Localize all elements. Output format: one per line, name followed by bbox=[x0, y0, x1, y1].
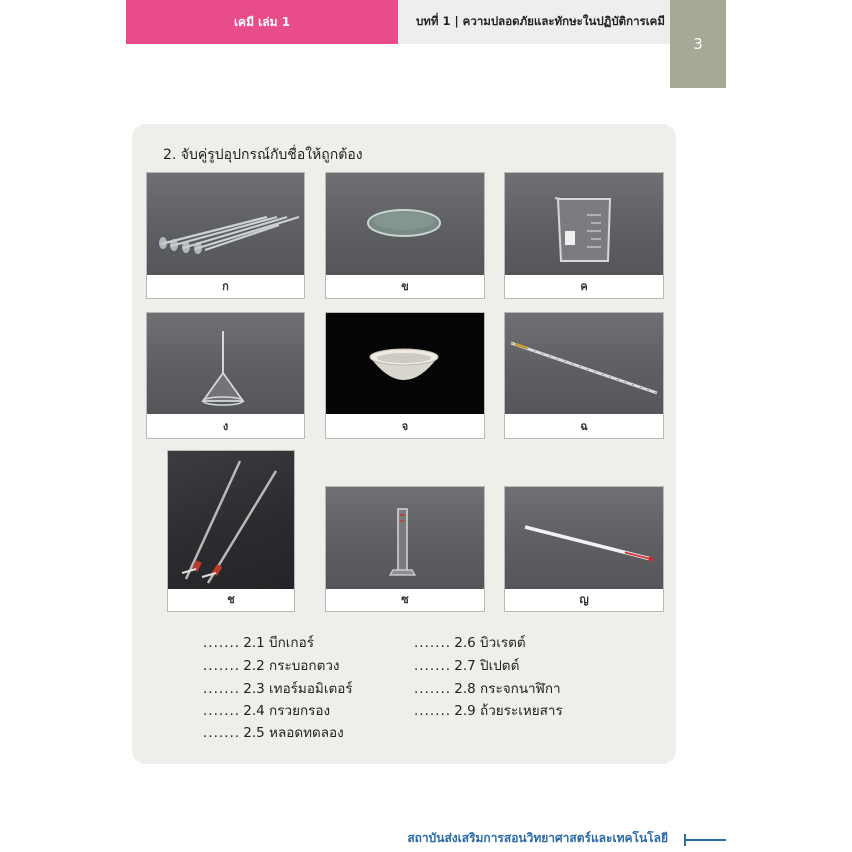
answer-item bbox=[203, 654, 340, 676]
image-card-funnel bbox=[146, 312, 305, 439]
beaker-illustration bbox=[505, 173, 663, 275]
thermometer-illustration bbox=[505, 487, 663, 589]
answer-text: 2.3 เทอร์มอมิเตอร์ bbox=[243, 681, 353, 697]
chapter-title: บทที่ 1 | ความปลอดภัยและทักษะในปฏิบัติการเคมี bbox=[416, 14, 665, 28]
answer-blank[interactable]: ....... bbox=[203, 681, 241, 697]
evaporating-dish-photo bbox=[326, 313, 484, 414]
pipette-illustration bbox=[505, 313, 663, 414]
answer-item bbox=[203, 721, 344, 743]
answer-blank[interactable]: ....... bbox=[203, 703, 241, 719]
image-label: ง bbox=[222, 420, 229, 433]
image-card-burettes bbox=[167, 450, 295, 612]
image-label: ช bbox=[227, 593, 235, 606]
image-label: ข bbox=[401, 280, 409, 293]
graduated-cylinder-photo bbox=[326, 487, 484, 589]
image-label: ญ bbox=[579, 593, 589, 606]
watch-glass-illustration bbox=[326, 173, 484, 275]
burettes-photo bbox=[168, 451, 294, 589]
page-number: 3 bbox=[693, 35, 703, 53]
thermometer-photo bbox=[505, 487, 663, 589]
book-title-tab bbox=[126, 0, 398, 44]
answer-item bbox=[414, 631, 526, 653]
chapter-title-tab bbox=[398, 0, 670, 44]
book-title: เคมี เล่ม 1 bbox=[233, 14, 291, 29]
answer-text: 2.1 บีกเกอร์ bbox=[243, 635, 314, 651]
answer-item bbox=[414, 654, 519, 676]
beaker-photo bbox=[505, 173, 663, 275]
burettes-illustration bbox=[168, 451, 294, 589]
answer-blank[interactable]: ....... bbox=[203, 658, 241, 674]
image-card-evaporating-dish bbox=[325, 312, 485, 439]
answer-text: 2.5 หลอดทดลอง bbox=[243, 725, 344, 741]
pipette-photo bbox=[505, 313, 663, 414]
image-label: ก bbox=[222, 280, 229, 293]
image-card-pipette bbox=[504, 312, 664, 439]
image-card-watch-glass bbox=[325, 172, 485, 299]
answer-blank[interactable]: ....... bbox=[414, 635, 452, 651]
answer-text: 2.7 ปิเปตต์ bbox=[454, 658, 520, 674]
page-number-tab bbox=[670, 0, 726, 88]
funnel-illustration bbox=[147, 313, 304, 414]
answer-text: 2.9 ถ้วยระเหยสาร bbox=[454, 703, 563, 719]
answer-text: 2.2 กระบอกตวง bbox=[243, 658, 340, 674]
answer-blank[interactable]: ....... bbox=[203, 635, 241, 651]
answer-text: 2.8 กระจกนาฬิกา bbox=[454, 681, 561, 697]
answer-item bbox=[203, 631, 314, 653]
answer-text: 2.4 กรวยกรอง bbox=[243, 703, 331, 719]
answer-blank[interactable]: ....... bbox=[203, 725, 241, 741]
funnel-photo bbox=[147, 313, 304, 414]
answer-blank[interactable]: ....... bbox=[414, 658, 452, 674]
answer-item bbox=[203, 699, 330, 721]
image-label: ค bbox=[580, 280, 588, 293]
footer-rule bbox=[684, 839, 726, 841]
image-label: ซ bbox=[401, 593, 409, 606]
evaporating-dish-illustration bbox=[326, 313, 484, 414]
answer-blank[interactable]: ....... bbox=[414, 681, 452, 697]
answer-text: 2.6 บิวเรตต์ bbox=[454, 635, 526, 651]
answer-blank[interactable]: ....... bbox=[414, 703, 452, 719]
image-card-beaker bbox=[504, 172, 664, 299]
test-tubes-illustration bbox=[147, 173, 304, 275]
image-card-graduated-cylinder bbox=[325, 486, 485, 612]
image-label: ฉ bbox=[580, 420, 588, 433]
image-card-thermometer bbox=[504, 486, 664, 612]
question-title: 2. จับคู่รูปอุปกรณ์กับชื่อให้ถูกต้อง bbox=[163, 147, 363, 163]
watch-glass-photo bbox=[326, 173, 484, 275]
footer-institution: สถาบันส่งเสริมการสอนวิทยาศาสตร์และเทคโนโลยี bbox=[407, 831, 668, 845]
answer-item bbox=[203, 677, 353, 699]
image-label: จ bbox=[401, 420, 409, 433]
answer-item bbox=[414, 699, 563, 721]
graduated-cylinder-illustration bbox=[326, 487, 484, 589]
image-card-test-tubes bbox=[146, 172, 305, 299]
test-tubes-photo bbox=[147, 173, 304, 275]
answer-item bbox=[414, 677, 561, 699]
